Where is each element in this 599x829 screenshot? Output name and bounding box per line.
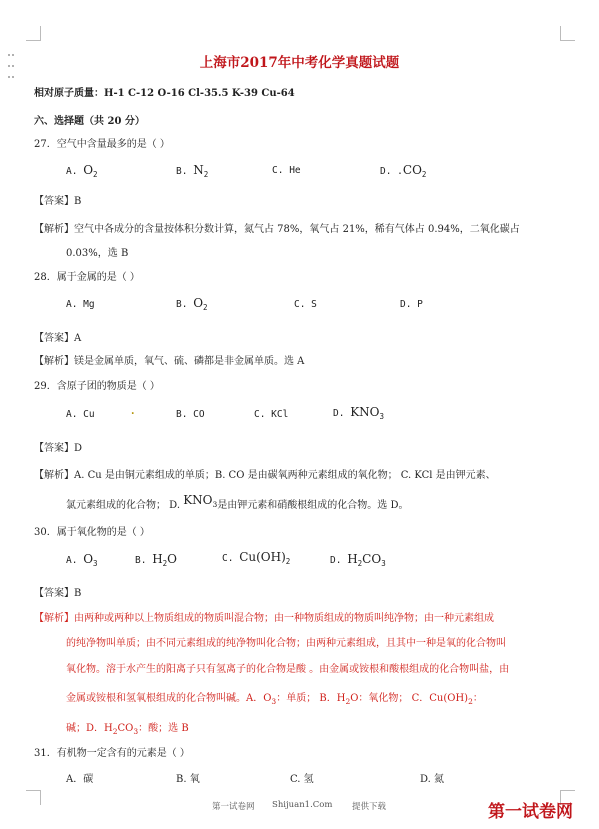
q27-option-d: D. $.CO_2$ [380,163,427,179]
q30-analysis-line2: 的纯净物叫单质；由不同元素组成的纯净物叫化合物；由两种元素组成，且其中一种是氧的化合物叫 [66,638,506,649]
q30-option-c: C. $Cu(OH)_2$ [222,550,291,566]
atomic-masses: 相对原子质量：H-1 C-12 O-16 Cl-35.5 K-39 Cu-64 [34,88,295,99]
q28-stem: 28．属于金属的是（ ） [34,272,140,283]
q28-option-d: D. P [400,299,423,310]
crop-mark-top-right [560,26,575,41]
q27-option-b: B. $N_2$ [176,163,209,179]
q31-stem: 31．有机物一定含有的元素是（ ） [34,748,190,759]
q27-option-a: A. $O_2$ [66,163,98,179]
q29-stem: 29．含原子团的物质是（ ） [34,381,160,392]
q27-analysis-line1: 【解析】空气中各成分的含量按体积分数计算，氮气占 78%，氧气占 21%，稀有气体占 0.94%，二氧化碳占 [34,224,520,235]
q28-option-b: B. $O_2$ [176,296,208,312]
q29-option-a: A. Cu [66,409,95,420]
q30-analysis-line5: 碱；D．$H_2CO_3$：酸；选 B [66,723,189,736]
crop-mark-top-left [26,26,41,41]
q29-analysis-line2: 氯元素组成的化合物； D. KNO3是由钾元素和硝酸根组成的化合物。选 D。 [66,493,409,511]
q30-analysis-line3: 氧化物。溶于水产生的阳离子只有氢离子的化合物是酸 。由金属或铵根和酸根组成的化合物叫盐，由 [66,664,510,675]
document-title: 上海市2017年中考化学真题试题 [199,55,400,71]
q28-option-c: C. S [294,299,317,310]
q27-analysis-line2: 0.03%，选 B [66,248,129,259]
q31-option-c: C. 氢 [290,774,314,785]
q27-answer: 【答案】B [34,196,82,207]
q30-analysis-line4: 金属或铵根和氢氧根组成的化合物叫碱。A．$O_3$：单质； B．$H_2O$：氧化物； C．$Cu(OH)_2$： [66,693,483,706]
watermark-logo: 第一试卷网 [488,802,573,822]
q28-option-a: A. Mg [66,299,95,310]
q31-option-d: D. 氮 [420,774,445,785]
q29-option-d: D. $KNO_3$ [333,405,385,421]
footer-right: 提供下载 [352,802,387,812]
q29-stray-dot: . [131,406,135,417]
q30-option-a: A. $O_3$ [66,552,98,568]
q31-option-b: B. 氧 [176,774,200,785]
section-heading: 六、选择题（共 20 分） [34,116,145,127]
q29-option-b: B. CO [176,409,205,420]
q28-answer: 【答案】A [34,333,82,344]
q29-option-c: C. KCl [254,409,289,420]
crop-mark-bottom-left [26,790,41,805]
q30-option-b: B. $H_2O$ [135,552,178,568]
q30-answer: 【答案】B [34,588,82,599]
q29-analysis-line1: 【解析】A. Cu 是由铜元素组成的单质；B. CO 是由碳氧两种元素组成的氧化物； C. KCl 是由钾元素、 [34,470,496,481]
q30-option-d: D. $H_2CO_3$ [330,552,386,568]
q31-option-a: A．碳 [66,774,94,785]
footer-site: Shijuan1.Com [272,800,333,810]
footer-left: 第一试卷网 [212,802,255,812]
q28-analysis: 【解析】镁是金属单质，氧气、硫、磷都是非金属单质。选 A [34,356,305,367]
q27-option-c: C. He [272,165,301,176]
q30-stem: 30．属于氧化物的是（ ） [34,527,150,538]
q30-analysis-line1: 【解析】由两种或两种以上物质组成的物质叫混合物；由一种物质组成的物质叫纯净物；由一种元素组成 [34,613,494,624]
q27-stem: 27．空气中含量最多的是（ ） [34,139,170,150]
q29-answer: 【答案】D [34,443,83,454]
